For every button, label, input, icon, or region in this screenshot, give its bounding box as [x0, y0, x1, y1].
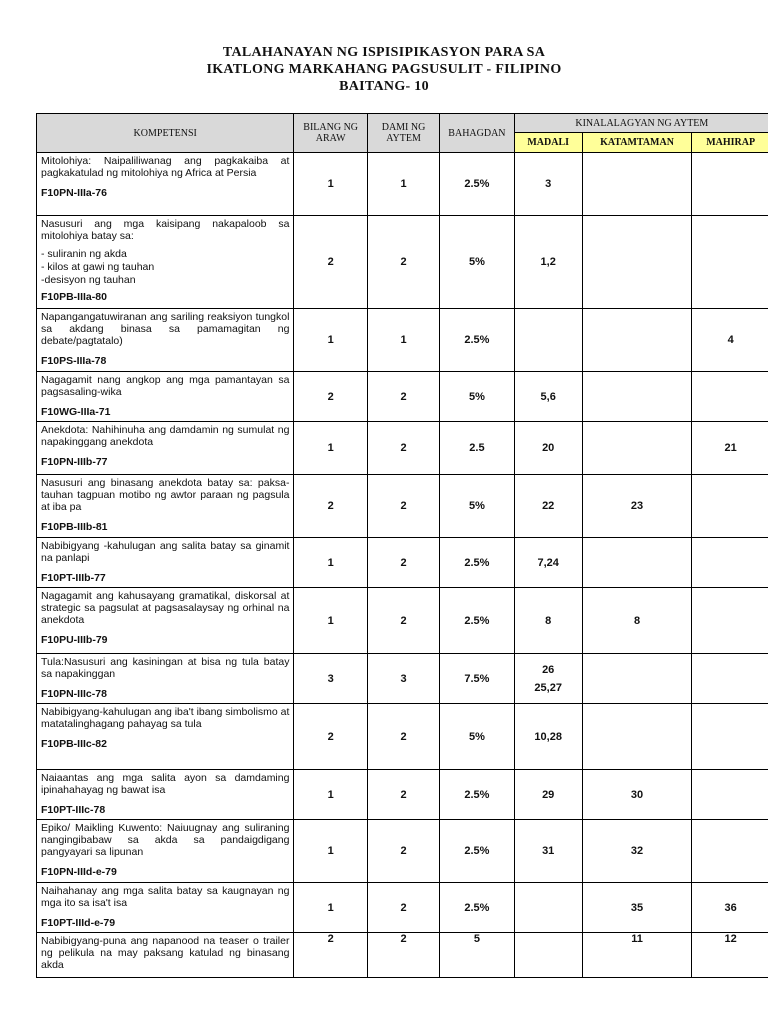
katamtaman-cell: 11: [582, 933, 692, 978]
dami-ng-aytem-cell: 2: [367, 820, 439, 883]
madali-cell: 3: [514, 153, 582, 216]
competency-code: F10PN-IIIb-77: [41, 456, 108, 468]
katamtaman-cell: 8: [582, 588, 692, 654]
competency-text: Nabibigyang-kahulugan ang iba't ibang simbolismo at matatalinghagang pahayag sa tula: [41, 706, 290, 730]
bilang-ng-araw-cell: 1: [294, 883, 367, 933]
madali-value: 26: [542, 663, 555, 676]
bahagdan-cell: 2.5%: [440, 770, 514, 820]
mahirap-cell: 36: [692, 883, 768, 933]
header-madali: MADALI: [514, 133, 582, 153]
bilang-ng-araw-cell: 1: [294, 422, 367, 475]
bahagdan-cell: 5%: [440, 704, 514, 770]
madali-cell: 7,24: [514, 538, 582, 588]
bilang-ng-araw-cell: 2: [294, 704, 367, 770]
competency-bullet: -desisyon ng tauhan: [41, 274, 136, 286]
dami-ng-aytem-cell: 1: [367, 153, 439, 216]
mahirap-cell: [692, 654, 768, 704]
competency-bullet: - suliranin ng akda: [41, 248, 127, 260]
mahirap-cell: [692, 475, 768, 538]
dami-ng-aytem-cell: 3: [367, 654, 439, 704]
competency-cell: [37, 883, 294, 933]
mahirap-cell: 12: [692, 933, 768, 978]
competency-cell: [37, 372, 294, 422]
competency-cell: [37, 933, 294, 978]
header-kompetensi: KOMPETENSI: [37, 114, 294, 153]
specification-table: [36, 113, 768, 978]
dami-ng-aytem-cell: 2: [367, 770, 439, 820]
bilang-ng-araw-cell: 2: [294, 933, 367, 978]
dami-ng-aytem-cell: 2: [367, 704, 439, 770]
katamtaman-cell: [582, 538, 692, 588]
mahirap-cell: [692, 704, 768, 770]
table-row: [37, 883, 768, 933]
katamtaman-cell: 32: [582, 820, 692, 883]
madali-cell: 20: [514, 422, 582, 475]
competency-cell: [37, 770, 294, 820]
bahagdan-cell: 2.5%: [440, 588, 514, 654]
katamtaman-cell: [582, 372, 692, 422]
competency-cell: [37, 153, 294, 216]
header-kinalalagyan: KINALALAGYAN NG AYTEM: [514, 114, 768, 133]
competency-text: Naiaantas ang mga salita ayon sa damdaming ipinahahayag ng bawat isa: [41, 772, 290, 796]
competency-code: F10WG-IIIa-71: [41, 406, 111, 418]
katamtaman-cell: [582, 704, 692, 770]
table-row: [37, 309, 768, 372]
bahagdan-cell: 2.5%: [440, 153, 514, 216]
bilang-ng-araw-cell: 3: [294, 654, 367, 704]
competency-cell: [37, 216, 294, 309]
title-line-1: TALAHANAYAN NG ISPISIPIKASYON PARA SA: [222, 45, 546, 60]
table-row: [37, 770, 768, 820]
mahirap-cell: [692, 538, 768, 588]
competency-cell: [37, 475, 294, 538]
bahagdan-cell: 5%: [440, 372, 514, 422]
table-row: [37, 153, 768, 216]
competency-text: Mitolohiya: Naipaliliwanag ang pagkakaiba at pagkakatulad ng mitolohiya ng Africa at Persia: [41, 155, 290, 179]
madali-cell: 8: [514, 588, 582, 654]
dami-ng-aytem-cell: 1: [367, 309, 439, 372]
katamtaman-cell: [582, 153, 692, 216]
table-row: [37, 422, 768, 475]
bahagdan-cell: 5%: [440, 216, 514, 309]
dami-ng-aytem-cell: 2: [367, 372, 439, 422]
competency-code: F10PB-IIIb-81: [41, 521, 108, 533]
madali-cell: [514, 933, 582, 978]
competency-code: F10PT-IIIc-78: [41, 804, 106, 816]
competency-text: Tula:Nasusuri ang kasiningan at bisa ng tula batay sa napakinggan: [41, 656, 290, 680]
competency-code: F10PS-IIIa-78: [41, 355, 107, 367]
competency-text: Napangangatuwiranan ang sariling reaksiyon tungkol sa akdang binasa sa pamamagitan ng debate/pagtatalo): [41, 311, 290, 347]
table-body: [37, 153, 768, 978]
bilang-ng-araw-cell: 2: [294, 216, 367, 309]
madali-cell: [514, 883, 582, 933]
table-row: [37, 475, 768, 538]
bahagdan-cell: 2.5: [440, 422, 514, 475]
bilang-ng-araw-cell: 1: [294, 770, 367, 820]
competency-cell: [37, 538, 294, 588]
bilang-ng-araw-cell: 1: [294, 820, 367, 883]
competency-cell: [37, 422, 294, 475]
bahagdan-cell: 2.5%: [440, 883, 514, 933]
bilang-ng-araw-cell: 1: [294, 309, 367, 372]
competency-code: F10PN-IIIc-78: [41, 688, 107, 700]
table-row: [37, 704, 768, 770]
competency-code: F10PT-IIId-e-79: [41, 917, 116, 929]
title-line-3: BAITANG- 10: [339, 79, 429, 94]
title-line-2: IKATLONG MARKAHANG PAGSUSULIT - FILIPINO: [206, 62, 562, 77]
dami-ng-aytem-cell: 2: [367, 422, 439, 475]
bilang-ng-araw-cell: 2: [294, 475, 367, 538]
dami-ng-aytem-cell: 2: [367, 475, 439, 538]
competency-cell: [37, 820, 294, 883]
madali-cell: 22: [514, 475, 582, 538]
katamtaman-cell: [582, 309, 692, 372]
competency-cell: [37, 309, 294, 372]
competency-code: F10PT-IIIb-77: [41, 572, 106, 584]
header-bahagdan: BAHAGDAN: [440, 114, 514, 153]
competency-code: F10PB-IIIa-80: [41, 291, 107, 303]
header-katamtaman: KATAMTAMAN: [582, 133, 692, 153]
dami-ng-aytem-cell: 2: [367, 216, 439, 309]
madali-cell: 31: [514, 820, 582, 883]
competency-text: Nabibigyang-puna ang napanood na teaser o trailer ng pelikula na may paksang katulad ng binasang akda: [41, 935, 290, 971]
madali-cell: 10,28: [514, 704, 582, 770]
competency-text: Nagagamit ang kahusayang gramatikal, diskorsal at strategic sa pagsulat at pagsasalaysay ng orhinal na anekdota: [41, 590, 290, 626]
katamtaman-cell: [582, 422, 692, 475]
header-mahirap: MAHIRAP: [692, 133, 768, 153]
bahagdan-cell: 5%: [440, 475, 514, 538]
competency-cell: [37, 588, 294, 654]
katamtaman-cell: 35: [582, 883, 692, 933]
competency-code: F10PB-IIIc-82: [41, 738, 107, 750]
competency-cell: [37, 704, 294, 770]
bilang-ng-araw-cell: 1: [294, 588, 367, 654]
bahagdan-cell: 2.5%: [440, 820, 514, 883]
katamtaman-cell: [582, 654, 692, 704]
bilang-ng-araw-cell: 1: [294, 538, 367, 588]
mahirap-cell: [692, 153, 768, 216]
competency-text: Nasusuri ang mga kaisipang nakapaloob sa mitolohiya batay sa:: [41, 218, 290, 242]
table-row: [37, 216, 768, 309]
competency-text: Nagagamit nang angkop ang mga pamantayan sa pagsasaling-wika: [41, 374, 290, 398]
competency-text: Epiko/ Maikling Kuwento: Naiuugnay ang suliraning nangingibabaw sa akda sa pandaigdigang pangyayari sa lipunan: [41, 822, 290, 858]
madali-value-2: 25,27: [534, 681, 562, 694]
competency-code: F10PN-IIIa-76: [41, 187, 107, 199]
mahirap-cell: 21: [692, 422, 768, 475]
mahirap-cell: [692, 820, 768, 883]
competency-text: Nasusuri ang binasang anekdota batay sa: paksa- tauhan tagpuan motibo ng awtor paraan ng pagsula at iba pa: [41, 477, 290, 513]
dami-ng-aytem-cell: 2: [367, 538, 439, 588]
competency-cell: [37, 654, 294, 704]
table-row: [37, 654, 768, 704]
madali-cell: 1,2: [514, 216, 582, 309]
katamtaman-cell: 23: [582, 475, 692, 538]
mahirap-cell: 4: [692, 309, 768, 372]
table-row: [37, 933, 768, 978]
document-title: [0, 44, 768, 95]
bahagdan-cell: 2.5%: [440, 538, 514, 588]
mahirap-cell: [692, 770, 768, 820]
table-row: [37, 820, 768, 883]
madali-cell: [514, 654, 582, 704]
bahagdan-cell: 2.5%: [440, 309, 514, 372]
table-row: [37, 588, 768, 654]
mahirap-cell: [692, 588, 768, 654]
competency-text: Naihahanay ang mga salita batay sa kaugnayan ng mga ito sa isa't isa: [41, 885, 290, 909]
table-row: [37, 372, 768, 422]
katamtaman-cell: [582, 216, 692, 309]
competency-text: Nabibigyang -kahulugan ang salita batay sa ginamit na panlapi: [41, 540, 290, 564]
competency-text: Anekdota: Nahihinuha ang damdamin ng sumulat ng napakinggang anekdota: [41, 424, 290, 448]
dami-ng-aytem-cell: 2: [367, 933, 439, 978]
header-bilang-ng-araw: BILANG NG ARAW: [294, 114, 367, 153]
header-dami-ng-aytem: DAMI NG AYTEM: [367, 114, 439, 153]
bilang-ng-araw-cell: 2: [294, 372, 367, 422]
mahirap-cell: [692, 216, 768, 309]
bahagdan-cell: 7.5%: [440, 654, 514, 704]
madali-cell: 29: [514, 770, 582, 820]
madali-cell: 5,6: [514, 372, 582, 422]
dami-ng-aytem-cell: 2: [367, 883, 439, 933]
mahirap-cell: [692, 372, 768, 422]
katamtaman-cell: 30: [582, 770, 692, 820]
bahagdan-cell: 5: [440, 933, 514, 978]
bilang-ng-araw-cell: 1: [294, 153, 367, 216]
table-row: [37, 538, 768, 588]
competency-code: F10PU-IIIb-79: [41, 634, 108, 646]
competency-code: F10PN-IIId-e-79: [41, 866, 117, 878]
madali-cell: [514, 309, 582, 372]
dami-ng-aytem-cell: 2: [367, 588, 439, 654]
competency-bullet: - kilos at gawi ng tauhan: [41, 261, 155, 273]
